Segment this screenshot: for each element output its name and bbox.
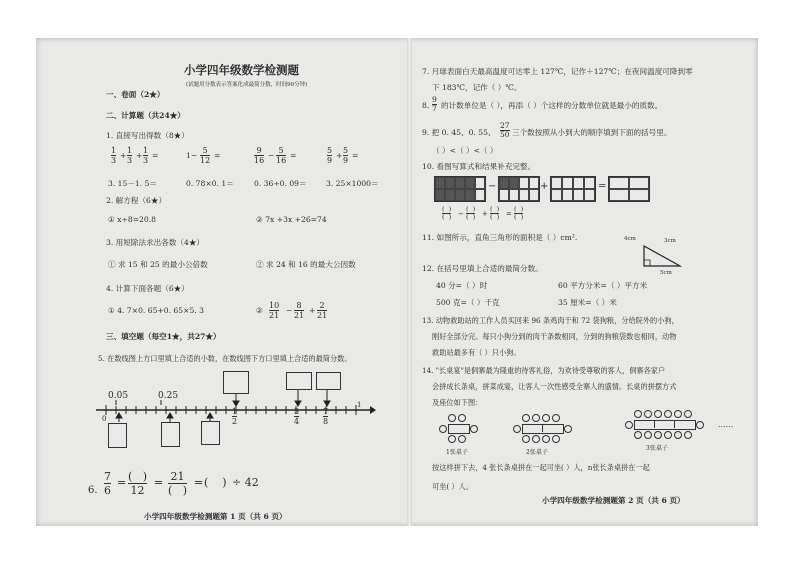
fraction: 9 16 xyxy=(254,146,265,165)
question-9-prefix: 9. 把 0. 45、0. 55、 xyxy=(422,128,496,137)
answer-box-fraction[interactable] xyxy=(201,421,220,445)
question-12-heading: 12. 在括号里填上合适的最简分数。 xyxy=(422,264,543,273)
fraction: 2 21 xyxy=(317,301,328,320)
fraction: 5 9 xyxy=(327,146,333,165)
chair xyxy=(644,431,652,439)
fraction: 5 12 xyxy=(200,146,211,165)
equals-sign: = xyxy=(352,151,359,160)
operator: + xyxy=(482,210,488,218)
question-9-blanks[interactable]: （ ）<（ ）<（ ） xyxy=(432,146,498,155)
question-12a: 40 分=（ ）时 xyxy=(436,281,488,290)
chair xyxy=(674,431,682,439)
equals-sign: = xyxy=(194,476,204,489)
chair xyxy=(644,410,652,418)
operator: = xyxy=(506,210,512,218)
chair xyxy=(439,425,447,433)
answer-box-decimal[interactable] xyxy=(223,371,249,394)
plus-sign: + xyxy=(120,151,127,160)
fraction: 1 3 xyxy=(143,146,149,165)
calc-item: 0. 36÷0. 09＝ xyxy=(254,179,307,188)
number-line-fraction: 1 2 xyxy=(232,407,238,426)
equation-2: ② 7x +3x +26=74 xyxy=(256,215,327,224)
operator: − xyxy=(488,181,497,192)
question-8-number: 8. xyxy=(422,101,430,110)
equals-sign: = xyxy=(290,151,297,160)
question-7-line-1: 7. 月球表面白天最高温度可达零上 127℃，记作＋127℃；在夜间温度可降到零 xyxy=(422,67,693,76)
blank-paren[interactable]: ( ) xyxy=(204,476,227,489)
section-2-heading: 二、计算题（共24★） xyxy=(106,111,185,120)
chair xyxy=(470,425,478,433)
triangle-side-label: 5cm xyxy=(660,270,672,276)
fraction: 1 3 xyxy=(127,146,133,165)
number-line-label: 0.25 xyxy=(158,391,179,401)
question-11-text: 11. 如图所示，直角三角形的面积是（ ）cm². xyxy=(422,233,578,242)
equals-sign: = xyxy=(117,476,127,489)
answer-box-decimal[interactable] xyxy=(316,372,341,390)
question-12d: 35 厘米=（ ）米 xyxy=(558,298,617,307)
question-10-heading: 10. 看图写算式和结果补充完整。 xyxy=(422,162,536,171)
question-14-line-5: 可坐( ）人。 xyxy=(432,482,474,491)
question-4-heading: 4. 计算下面各题（6★） xyxy=(106,284,189,293)
calc-item: 3. 15－1. 5＝ xyxy=(108,179,157,188)
answer-box-fraction[interactable] xyxy=(161,422,180,447)
long-table xyxy=(448,424,470,434)
exam-page-1 xyxy=(36,38,408,526)
fraction: 5 9 xyxy=(343,146,349,165)
fraction: 9 7 xyxy=(432,95,437,113)
chair xyxy=(448,414,456,422)
fraction: 1 3 xyxy=(111,146,117,165)
section-1-heading: 一、卷面（2★） xyxy=(106,90,165,99)
equals-sign: = xyxy=(214,151,221,160)
number-line-fraction: 7 8 xyxy=(323,407,329,426)
division-tail: ÷ 42 xyxy=(232,476,259,489)
chair xyxy=(674,410,682,418)
question-4a: ① 4. 7×0. 65+0. 65×5. 3 xyxy=(108,306,204,315)
question-14-line-4: 按这样拼下去，4 张长条桌拼在一起可坐( ）人，n张长条桌拼在一起 xyxy=(432,463,650,472)
chair xyxy=(532,435,540,443)
question-12c: 500 克=（ ）千克 xyxy=(436,298,500,307)
chair xyxy=(634,410,642,418)
question-9-text: 三个数按照从小到大的顺序填到下面的括号里。 xyxy=(512,128,672,137)
question-3-heading: 3. 用短除法求出各数（4★） xyxy=(106,238,205,247)
fraction: 5 16 xyxy=(276,146,287,165)
fraction: 10 21 xyxy=(269,301,280,320)
equation-1: ① x÷8=20.8 xyxy=(108,215,156,224)
chair xyxy=(542,414,550,422)
plus-sign: + xyxy=(336,151,343,160)
number-line-fraction: 3 4 xyxy=(294,407,300,426)
chair xyxy=(654,410,662,418)
chair xyxy=(513,425,521,433)
chair xyxy=(696,421,704,429)
operator: − xyxy=(458,210,464,218)
answer-box-decimal[interactable] xyxy=(286,372,312,390)
section-3-heading: 三、填空题（每空1★，共27★） xyxy=(106,332,221,341)
chair xyxy=(552,414,560,422)
question-2-heading: 2. 解方程（6★） xyxy=(106,196,167,205)
number-line-label: 0.05 xyxy=(108,391,129,401)
chair xyxy=(448,435,456,443)
question-5-text: 5. 在数线图上方口里填上合适的小数，在数线图下方口里填上合适的最简分数。 xyxy=(98,354,352,363)
question-7-line-2: 下 183℃，记作（ ）℃。 xyxy=(432,83,522,92)
table-caption: 2张桌子 xyxy=(526,449,548,456)
table-caption: 3张桌子 xyxy=(646,445,668,452)
long-table xyxy=(522,424,564,434)
chair xyxy=(552,435,560,443)
operator: + xyxy=(540,181,549,192)
fraction-blank[interactable]: ( ) ( ) xyxy=(466,205,476,221)
page-footer: 小学四年级数学检测题第 2 页（共 6 页） xyxy=(542,496,685,505)
question-12b: 60 平方分米=（ ）平方米 xyxy=(558,281,648,290)
chair xyxy=(634,431,642,439)
chair xyxy=(522,435,530,443)
table-joint xyxy=(674,420,675,428)
triangle-side-label: 4cm xyxy=(624,236,636,242)
minus-sign: − xyxy=(286,306,293,315)
question-6-number: 6. xyxy=(88,485,98,496)
equals-sign: = xyxy=(154,476,164,489)
fraction: 7 6 xyxy=(104,470,111,497)
equals-sign: = xyxy=(152,151,159,160)
table-joint xyxy=(542,424,543,432)
chair xyxy=(625,421,633,429)
chair xyxy=(564,425,572,433)
chair xyxy=(664,431,672,439)
fraction: 8 21 xyxy=(294,301,305,320)
exam-page-2 xyxy=(412,38,758,526)
chair xyxy=(664,410,672,418)
chair xyxy=(684,431,692,439)
question-8-text: 的计数单位是（ ），再添（ ）个这样的分数单位就是最小的质数。 xyxy=(441,101,663,110)
question-3a: ① 求 15 和 25 的最小公倍数 xyxy=(108,260,208,269)
plus-sign: + xyxy=(309,306,316,315)
question-14-line-2: 会拼成长条桌，拼菜成宴，让客人一次性感受全寨人的盛情。长桌的拼摆方式 xyxy=(432,382,677,391)
number-line-label: 1 xyxy=(357,401,362,409)
circled-number: ② xyxy=(256,306,263,315)
question-13-line-1: 13. 动物救助站的工作人员买回来 96 条鸡肉干和 72 袋狗粮，分给院外的小狗， xyxy=(422,316,679,325)
question-3b: ② 求 24 和 16 的最大公因数 xyxy=(256,260,356,269)
chair xyxy=(458,414,466,422)
fraction-blank[interactable]: ( ) 12 xyxy=(128,470,148,497)
fraction-blank[interactable]: ( ) ( ) xyxy=(442,205,452,221)
question-14-line-3: 及座位如下图： xyxy=(432,398,483,407)
question-1-heading: 1. 直接写出得数（8★） xyxy=(106,131,189,140)
question-13-line-2: 刚好全部分完。每只小狗分到的肉干条数相同，分到的狗粮袋数也相同，动物 xyxy=(432,332,677,341)
fraction: 27 50 xyxy=(500,121,510,139)
plus-sign: + xyxy=(136,151,143,160)
question-14-line-1: 14. "长桌宴"是侗寨最为隆重的待客礼俗，为欢待受尊敬的客人，侗寨各家户 xyxy=(422,366,666,375)
number-line-figure xyxy=(36,38,408,526)
triangle-side-label: 3cm xyxy=(664,238,676,244)
chair xyxy=(542,435,550,443)
expression-prefix: 1− xyxy=(186,151,198,160)
chair xyxy=(522,414,530,422)
fraction-blank[interactable]: 21 ( ) xyxy=(168,470,188,497)
continuation-dots: …… xyxy=(718,420,734,429)
number-line-label: 0 xyxy=(102,415,107,423)
operator: = xyxy=(598,181,607,192)
calc-item: 3. 25×1000＝ xyxy=(326,179,379,188)
exam-subtitle: (试题用分数表示答案化成最简分数，时间90分钟) xyxy=(186,82,308,88)
chair xyxy=(458,435,466,443)
fraction-blank[interactable]: ( ) ( ) xyxy=(514,205,524,221)
table-joint xyxy=(654,420,655,428)
chair xyxy=(654,431,662,439)
scanned-exam-sheet xyxy=(36,38,758,526)
answer-box-fraction[interactable] xyxy=(108,423,127,448)
chair xyxy=(684,410,692,418)
page-footer: 小学四年级数学检测题第 1 页（共 6 页） xyxy=(144,512,287,521)
table-caption: 1张桌子 xyxy=(446,449,468,456)
question-13-line-3: 救助站最多有（ ）只小狗。 xyxy=(432,348,521,357)
minus-sign: − xyxy=(268,151,275,160)
exam-title: 小学四年级数学检测题 xyxy=(184,63,299,77)
long-table xyxy=(634,420,696,430)
calc-item: 0. 78×0. 1＝ xyxy=(186,179,234,188)
chair xyxy=(532,414,540,422)
fraction-blank[interactable]: ( ) ( ) xyxy=(490,205,500,221)
